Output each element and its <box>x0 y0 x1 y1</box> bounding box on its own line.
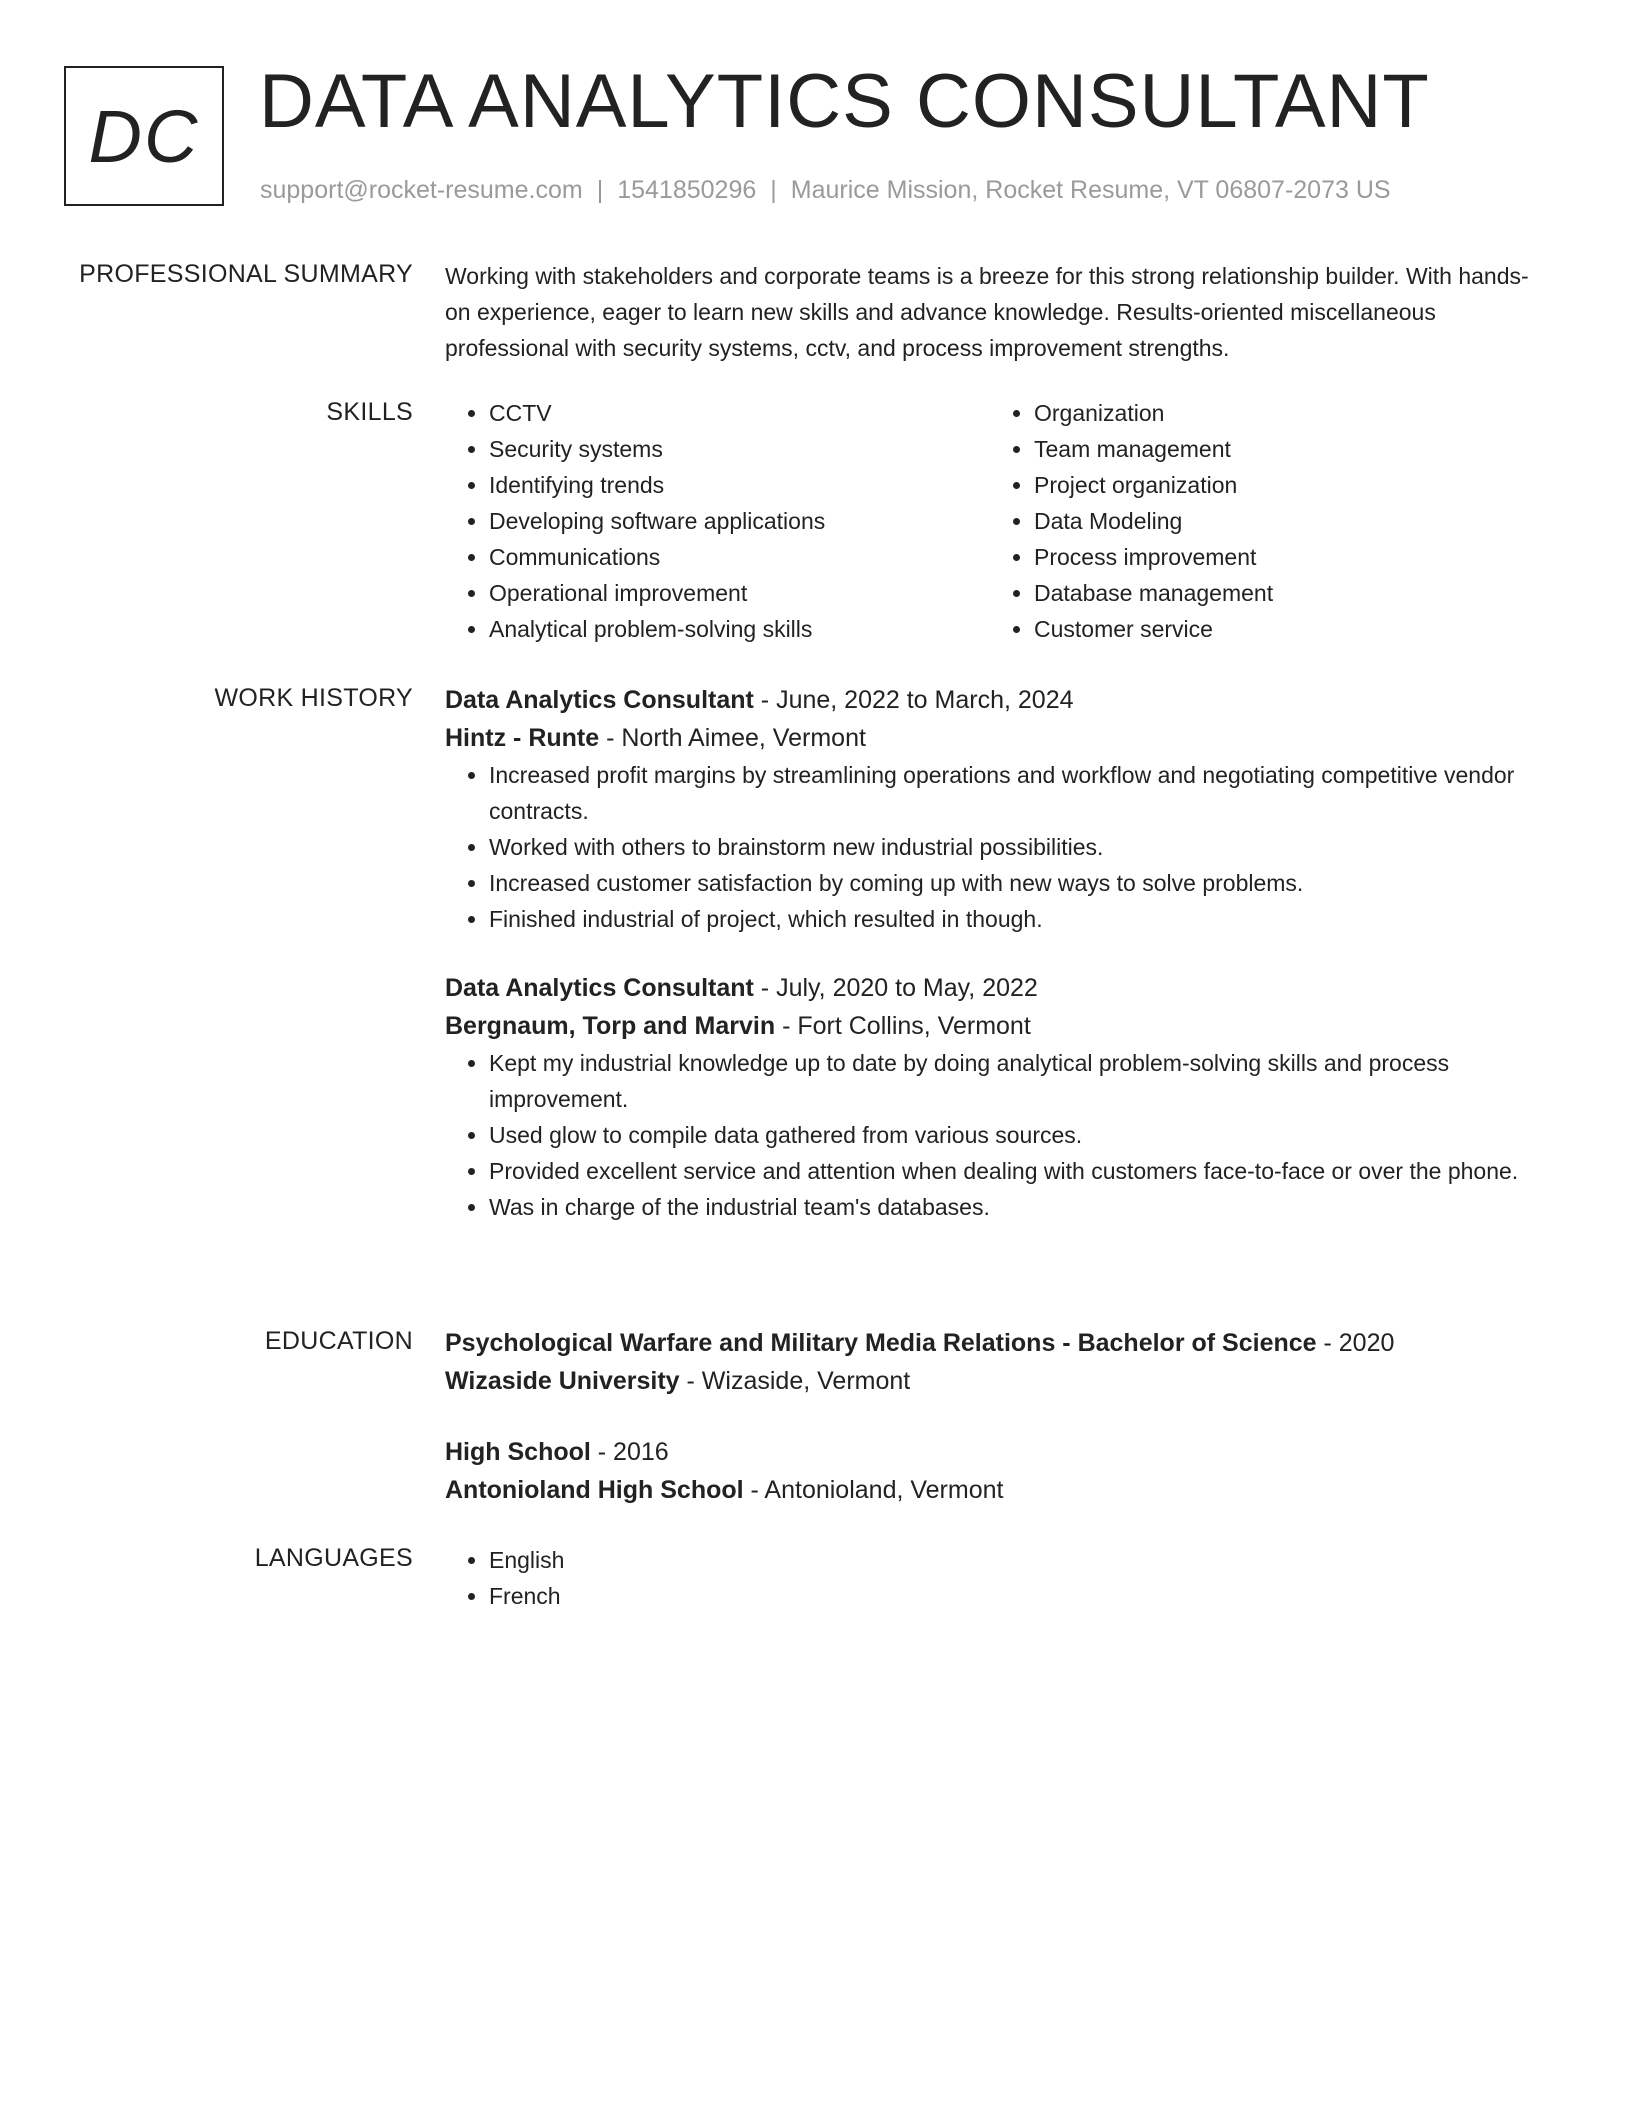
job-dates: - June, 2022 to March, 2024 <box>753 686 1074 714</box>
job-bullet: • Worked with others to brainstorm new industrial possibilities. <box>489 829 1535 865</box>
skill-item: • Security systems <box>489 431 990 467</box>
skill-item: • Data Modeling <box>1034 503 1535 539</box>
job-title: Data Analytics Consultant <box>445 686 754 714</box>
section-label: WORK HISTORY <box>214 684 413 712</box>
skill-item: • Operational improvement <box>489 575 990 611</box>
job-title: Data Analytics Consultant <box>445 974 754 1002</box>
job-bullets <box>445 1045 1535 1225</box>
section-label: LANGUAGES <box>254 1544 413 1572</box>
job-company: Bergnaum, Torp and Marvin <box>445 1012 776 1040</box>
job-title-line <box>445 969 1535 1007</box>
job-location: - Fort Collins, Vermont <box>775 1012 1031 1040</box>
education-entry <box>445 1324 1535 1400</box>
job-company-line <box>445 1007 1535 1045</box>
skill-item: • Identifying trends <box>489 467 990 503</box>
skill-item: • CCTV <box>489 395 990 431</box>
skill-item: • Analytical problem-solving skills <box>489 611 990 647</box>
language-item: • French <box>489 1578 1535 1614</box>
address-text: Maurice Mission, Rocket Resume, VT 06807-2073 US <box>790 176 1391 204</box>
monogram-badge: DC <box>64 66 224 206</box>
education-body <box>445 1324 1535 1509</box>
job-entry <box>445 969 1535 1225</box>
skill-item: • Database management <box>1034 575 1535 611</box>
contact-separator: | <box>596 176 604 204</box>
education-entry <box>445 1433 1535 1509</box>
degree-name: Psychological Warfare and Military Media Relations - Bachelor of Science <box>445 1329 1317 1357</box>
skill-item: • Communications <box>489 539 990 575</box>
page-title: DATA ANALYTICS CONSULTANT <box>259 59 1430 144</box>
section-label: PROFESSIONAL SUMMARY <box>79 260 413 288</box>
job-bullet: • Provided excellent service and attention when dealing with customers face-to-face or over the phone. <box>489 1153 1535 1189</box>
school-line <box>445 1362 1535 1400</box>
job-bullet: • Used glow to compile data gathered from various sources. <box>489 1117 1535 1153</box>
skill-item: • Organization <box>1034 395 1535 431</box>
languages-list <box>445 1542 1535 1614</box>
skills-list-right <box>990 395 1535 647</box>
section-label: EDUCATION <box>264 1327 413 1355</box>
job-company: Hintz - Runte <box>445 724 600 752</box>
job-bullet: • Increased customer satisfaction by coming up with new ways to solve problems. <box>489 865 1535 901</box>
skills-list-left <box>445 395 990 647</box>
phone-text: 1541850296 <box>617 176 757 204</box>
degree-year: - 2020 <box>1316 1329 1395 1357</box>
school-name: Antonioland High School <box>445 1476 744 1504</box>
contact-separator: | <box>770 176 777 204</box>
school-line <box>445 1471 1535 1509</box>
job-location: - North Aimee, Vermont <box>599 724 866 752</box>
language-item: • English <box>489 1542 1535 1578</box>
school-location: - Wizaside, Vermont <box>679 1367 911 1395</box>
job-title-line <box>445 681 1535 719</box>
work-history-body <box>445 681 1535 1225</box>
job-bullet: • Increased profit margins by streamlining operations and workflow and negotiating competitive vendor contracts. <box>489 757 1535 829</box>
skill-item: • Customer service <box>1034 611 1535 647</box>
section-label: SKILLS <box>326 398 413 426</box>
contact-line <box>260 173 1391 207</box>
job-entry <box>445 681 1535 937</box>
degree-line <box>445 1433 1535 1471</box>
email-text: support@rocket-resume.com <box>260 176 583 204</box>
job-bullet: • Kept my industrial knowledge up to date by doing analytical problem-solving skills and process improvement. <box>489 1045 1535 1117</box>
skill-item: • Team management <box>1034 431 1535 467</box>
job-bullet: • Finished industrial of project, which resulted in though. <box>489 901 1535 937</box>
summary-text: Working with stakeholders and corporate teams is a breeze for this strong relationship builder. With hands-on experience, eager to learn new skills and advance knowledge. Results-oriented miscellaneous professional with security systems, cctv, and process improvement strengths. <box>445 263 1529 361</box>
skill-item: • Project organization <box>1034 467 1535 503</box>
job-dates: - July, 2020 to May, 2022 <box>753 974 1038 1002</box>
languages-body <box>445 1542 1535 1614</box>
degree-name: High School <box>445 1438 591 1466</box>
job-bullet: • Was in charge of the industrial team's databases. <box>489 1189 1535 1225</box>
school-name: Wizaside University <box>445 1367 680 1395</box>
school-location: - Antonioland, Vermont <box>743 1476 1004 1504</box>
degree-line <box>445 1324 1535 1362</box>
skills-columns <box>445 395 1535 647</box>
skill-item: • Developing software applications <box>489 503 990 539</box>
skill-item: • Process improvement <box>1034 539 1535 575</box>
job-bullets <box>445 757 1535 937</box>
job-company-line <box>445 719 1535 757</box>
degree-year: - 2016 <box>590 1438 669 1466</box>
